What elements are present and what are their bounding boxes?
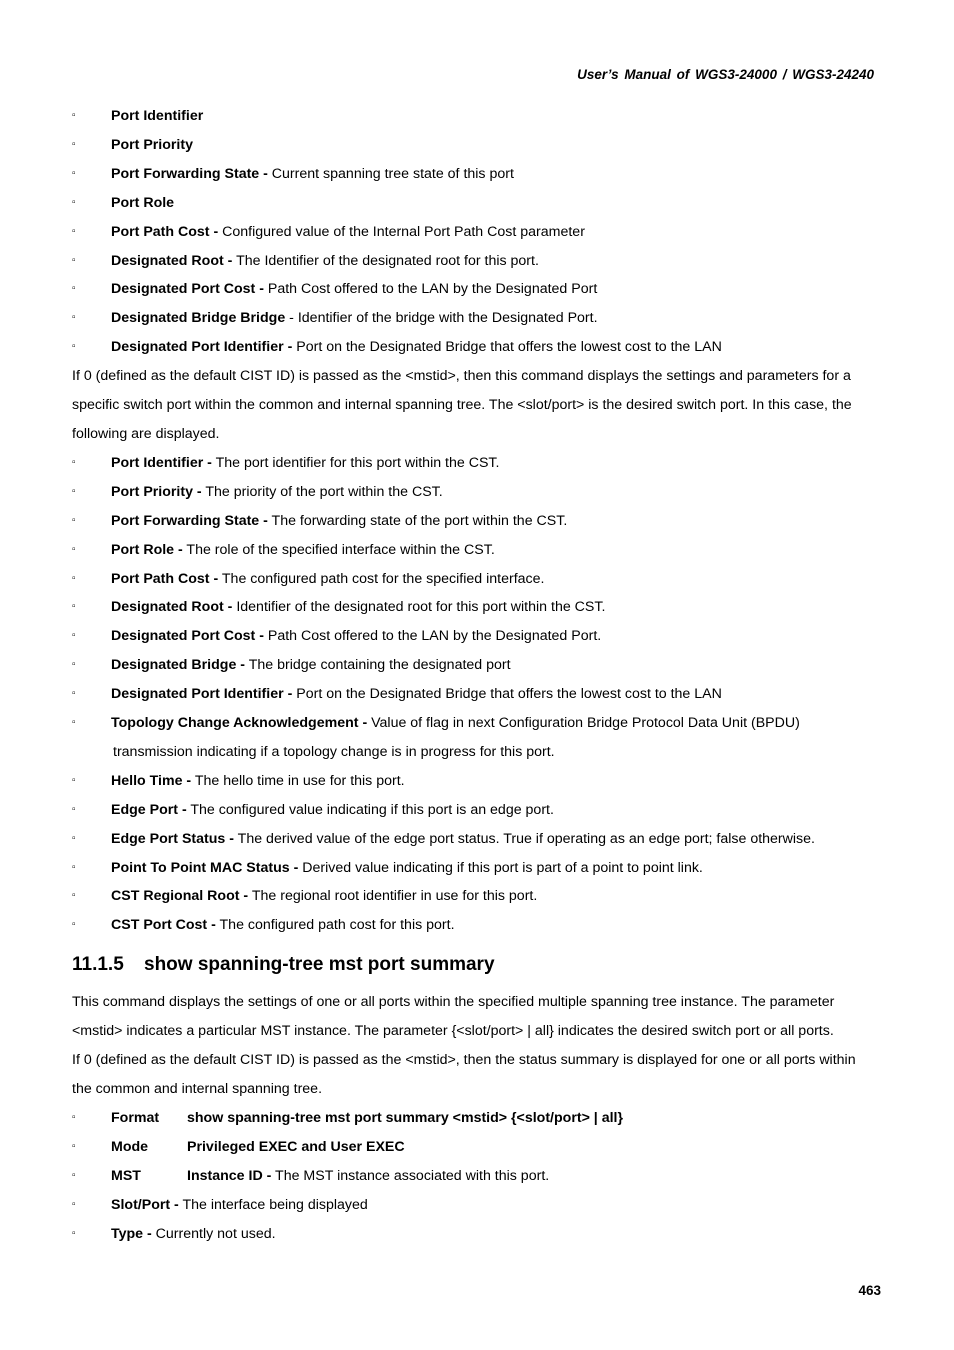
item-description: The Identifier of the designated root for this port. <box>232 252 539 269</box>
list-item <box>72 593 882 622</box>
item-term: Port Priority - <box>111 483 202 500</box>
item-term: Port Forwarding State - <box>111 165 268 182</box>
command-info-list <box>72 1104 882 1191</box>
bullet-icon: ▫ <box>72 110 76 121</box>
bullet-icon: ▫ <box>72 572 76 584</box>
item-description: The configured value indicating if this port is an edge port. <box>186 801 554 818</box>
item-description: Port on the Designated Bridge that offers the lowest cost to the LAN <box>292 339 722 356</box>
bullet-icon: ▫ <box>72 543 76 555</box>
item-key: Mode <box>111 1138 149 1155</box>
bullet-icon: ▫ <box>72 919 76 931</box>
item-description: The hello time in use for this port. <box>191 772 405 789</box>
item-description: The port identifier for this port within the CST. <box>211 454 500 471</box>
paragraph-description <box>72 988 882 1104</box>
paragraph-line: If 0 (defined as the default CIST ID) is passed as the <mstid>, then this command displays the settings and parameters for a <box>72 368 851 385</box>
bullet-icon: ▫ <box>72 254 76 266</box>
item-description: The role of the specified interface within the CST. <box>182 541 495 558</box>
list-item <box>72 478 882 507</box>
item-term: Designated Bridge Bridge <box>111 310 286 327</box>
item-term: Port Identifier <box>111 108 204 124</box>
item-term: Designated Port Cost - <box>111 281 264 298</box>
bullet-icon: ▫ <box>72 803 76 815</box>
list-item-continuation: transmission indicating if a topology change is in progress for this port. <box>113 743 555 760</box>
item-description: Path Cost offered to the LAN by the Designated Port <box>263 281 598 298</box>
item-description: The derived value of the edge port status. True if operating as an edge port; false otherwise. <box>233 830 815 847</box>
item-term: CST Regional Root - <box>111 888 249 905</box>
item-description: The MST instance associated with this port. <box>271 1167 550 1184</box>
item-term: Instance ID - <box>187 1167 272 1184</box>
list-item <box>72 565 882 594</box>
item-description: The configured path cost for this port. <box>215 917 455 934</box>
item-term: Designated Port Identifier - <box>111 686 293 703</box>
list-item <box>72 882 882 911</box>
bullet-icon: ▫ <box>72 832 76 844</box>
list-item <box>72 854 882 883</box>
item-description: Value of flag in next Configuration Bridge Protocol Data Unit (BPDU) <box>367 715 800 732</box>
bullet-icon: ▫ <box>72 514 76 526</box>
list-item <box>72 507 882 536</box>
bullet-icon: ▫ <box>72 861 76 873</box>
item-description: The bridge containing the designated port <box>245 657 511 674</box>
page-number: 463 <box>858 1283 881 1298</box>
item-description: Port on the Designated Bridge that offers the lowest cost to the LAN <box>292 686 722 703</box>
list-item <box>72 304 882 333</box>
bullet-icon: ▫ <box>72 138 76 150</box>
list-item <box>72 333 882 362</box>
item-term: Slot/Port - <box>111 1196 179 1213</box>
item-term: Edge Port - <box>111 801 187 818</box>
list-item <box>72 275 882 304</box>
bullet-icon: ▫ <box>72 283 76 295</box>
bullet-icon: ▫ <box>72 485 76 497</box>
paragraph-line: <mstid> indicates a particular MST instance. The parameter {<slot/port> | all} indicates the desired switch port or all ports. <box>72 1023 834 1040</box>
item-term: show spanning-tree mst port summary <mstid> {<slot/port> | all} <box>187 1109 624 1126</box>
item-description: The regional root identifier in use for this port. <box>248 888 538 905</box>
list-item <box>72 1220 882 1249</box>
item-term: Edge Port Status - <box>111 830 234 847</box>
item-term: Designated Root - <box>111 599 233 616</box>
list-item <box>72 796 882 825</box>
list-item <box>72 1191 882 1220</box>
section-number: 11.1.5 <box>72 954 124 976</box>
bullet-icon: ▫ <box>72 659 76 671</box>
list-item <box>72 247 882 276</box>
item-term: Topology Change Acknowledgement - <box>111 715 368 732</box>
list-item <box>72 189 882 218</box>
paragraph-line: following are displayed. <box>72 425 220 442</box>
item-description: The priority of the port within the CST. <box>201 483 443 500</box>
list-item <box>72 160 882 189</box>
bullet-icon: ▫ <box>72 312 76 324</box>
list-item <box>72 911 882 940</box>
item-term: Port Role - <box>111 541 183 558</box>
paragraph-line: If 0 (defined as the default CIST ID) is passed as the <mstid>, then the status summary is displayed for one or all ports within <box>72 1052 856 1069</box>
list-item <box>72 449 882 478</box>
item-term: Designated Bridge - <box>111 657 246 674</box>
parameter-list-4 <box>72 1191 882 1249</box>
list-item <box>72 536 882 565</box>
item-key: Format <box>111 1109 160 1126</box>
item-term: Port Path Cost - <box>111 570 219 587</box>
item-term: Port Forwarding State - <box>111 512 268 529</box>
item-term: Type - <box>111 1225 152 1242</box>
list-item <box>72 218 882 247</box>
parameter-list-3 <box>72 767 882 940</box>
item-term: CST Port Cost - <box>111 917 216 934</box>
section-heading <box>72 951 882 979</box>
item-description: The forwarding state of the port within the CST. <box>267 512 568 529</box>
paragraph-cist <box>72 362 882 449</box>
item-term: Privileged EXEC and User EXEC <box>187 1138 405 1155</box>
bullet-icon: ▫ <box>72 774 76 786</box>
bullet-icon: ▫ <box>72 630 76 642</box>
item-description: Current spanning tree state of this port <box>267 165 514 182</box>
bullet-icon: ▫ <box>72 1140 76 1152</box>
list-item <box>72 651 882 680</box>
bullet-icon: ▫ <box>72 717 76 729</box>
item-key: MST <box>111 1167 141 1184</box>
list-item <box>72 680 882 709</box>
bullet-icon: ▫ <box>72 1169 76 1181</box>
item-term: Designated Root - <box>111 252 233 269</box>
item-description: The interface being displayed <box>178 1196 368 1213</box>
bullet-icon: ▫ <box>72 196 76 208</box>
bullet-icon: ▫ <box>72 890 76 902</box>
bullet-icon: ▫ <box>72 341 76 353</box>
list-item <box>72 622 882 651</box>
bullet-icon: ▫ <box>72 1227 76 1239</box>
list-item <box>72 131 882 160</box>
item-term: Port Identifier - <box>111 454 212 471</box>
list-item <box>72 709 882 738</box>
item-term: Designated Port Identifier - <box>111 339 293 356</box>
item-description: - Identifier of the bridge with the Designated Port. <box>285 310 598 327</box>
bullet-icon: ▫ <box>72 456 76 468</box>
item-description: Currently not used. <box>151 1225 276 1242</box>
bullet-icon: ▫ <box>72 225 76 237</box>
bullet-icon: ▫ <box>72 688 76 700</box>
item-term: Port Priority <box>111 136 193 153</box>
paragraph-line: specific switch port within the common and internal spanning tree. The <slot/port> is the desired switch port. In this case, the <box>72 397 852 414</box>
parameter-list-2 <box>72 449 882 738</box>
item-term: Point To Point MAC Status - <box>111 859 299 876</box>
parameter-list-1 <box>72 102 882 362</box>
list-item <box>72 767 882 796</box>
list-item <box>72 1162 882 1191</box>
item-description: Path Cost offered to the LAN by the Designated Port. <box>263 628 602 645</box>
item-description: The configured path cost for the specified interface. <box>218 570 545 587</box>
bullet-icon: ▫ <box>72 167 76 179</box>
list-item <box>72 825 882 854</box>
paragraph-line: the common and internal spanning tree. <box>72 1081 323 1097</box>
running-header: User’s Manual of WGS3-24000 / WGS3-24240 <box>577 67 874 82</box>
item-description: Derived value indicating if this port is part of a point to point link. <box>298 859 703 876</box>
item-term: Hello Time - <box>111 772 192 789</box>
bullet-icon: ▫ <box>72 1198 76 1210</box>
bullet-icon: ▫ <box>72 601 76 613</box>
paragraph-line: This command displays the settings of one or all ports within the specified multiple spanning tree instance. The parameter <box>72 994 835 1011</box>
bullet-icon: ▫ <box>72 1111 76 1123</box>
list-item <box>72 1133 882 1162</box>
page-content <box>72 102 882 1248</box>
item-term: Port Role <box>111 194 175 211</box>
list-item <box>72 1104 882 1133</box>
item-term: Port Path Cost - <box>111 223 219 240</box>
list-item <box>72 102 882 131</box>
item-description: Identifier of the designated root for this port within the CST. <box>232 599 606 616</box>
section-title: show spanning-tree mst port summary <box>144 954 495 976</box>
item-term: Designated Port Cost - <box>111 628 264 645</box>
item-description: Configured value of the Internal Port Path Cost parameter <box>218 223 585 240</box>
